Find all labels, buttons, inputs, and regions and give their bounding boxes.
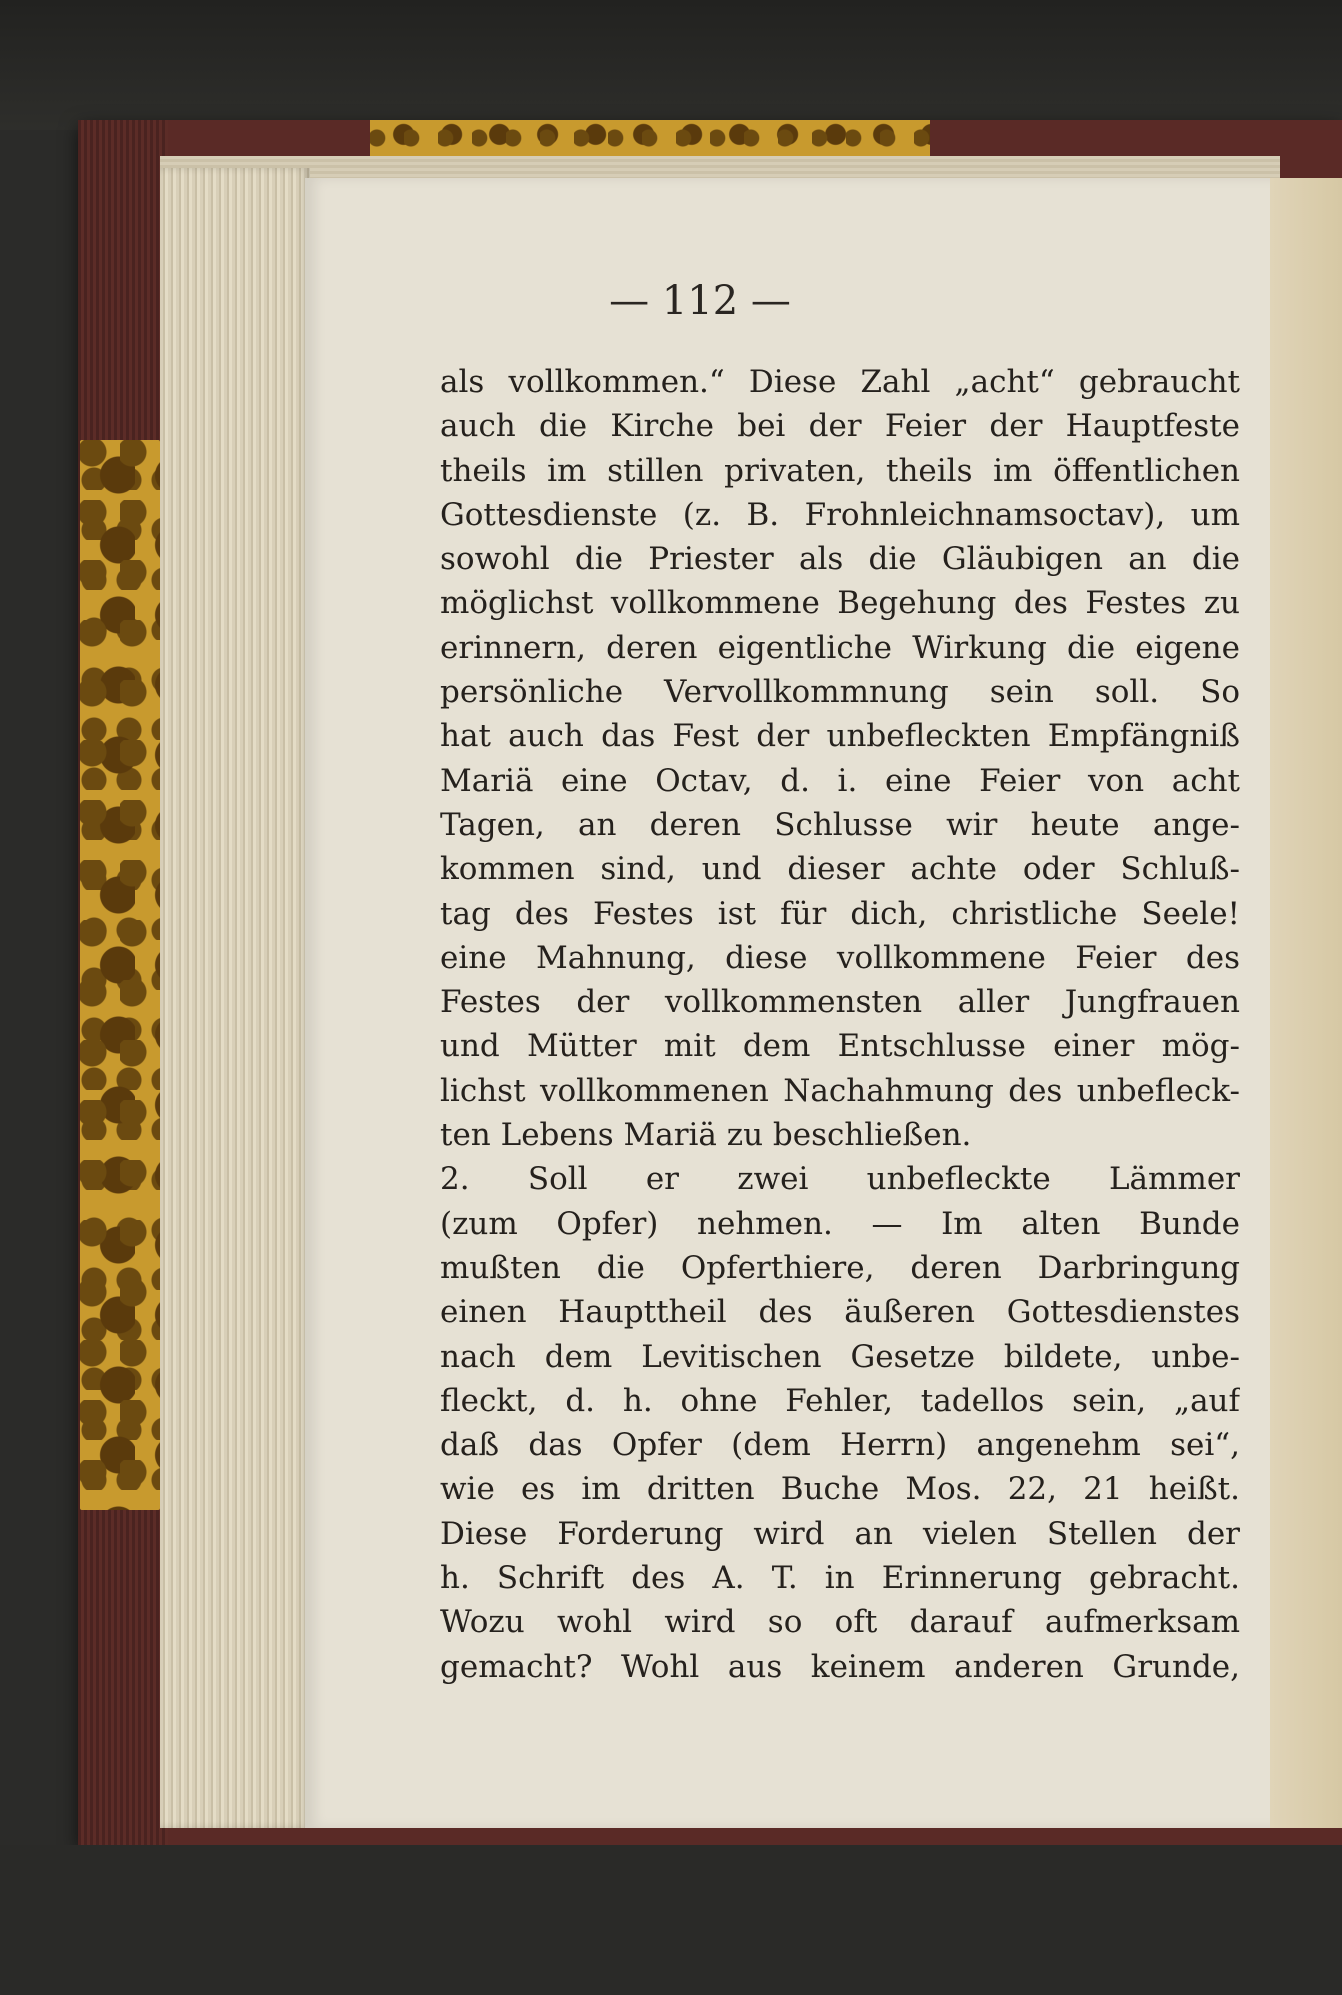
text-line: 2. Soll er zwei unbefleckte Lämmer — [440, 1161, 1240, 1198]
text-line: Wozu wohl wird so oft darauf aufmerksam — [440, 1604, 1240, 1641]
text-line: (zum Opfer) nehmen. — Im alten Bunde — [440, 1205, 1240, 1242]
text-line: gemacht? Wohl aus keinem anderen Grunde, — [440, 1648, 1240, 1685]
text-line: lichst vollkommenen Nachahmung des unbefleck- — [440, 1072, 1240, 1109]
text-line: mußten die Opferthiere, deren Darbringung — [440, 1249, 1240, 1286]
text-line: fleckt, d. h. ohne Fehler, tadellos sein, „auf — [440, 1382, 1240, 1419]
text-line: persönliche Vervollkommnung sein soll. So — [440, 674, 1240, 711]
text-line: als vollkommen.“ Diese Zahl „acht“ gebraucht — [440, 364, 1240, 400]
page-right-shadow — [1270, 178, 1342, 1828]
text-line: und Mütter mit dem Entschlusse einer mög- — [440, 1028, 1240, 1065]
page-top-edges — [160, 156, 1280, 178]
text-line: erinnern, deren eigentliche Wirkung die eigene — [440, 629, 1240, 666]
text-line: Gottesdienste (z. B. Frohnleichnamsoctav), um — [440, 496, 1240, 533]
text-line: einen Haupttheil des äußeren Gottesdienstes — [440, 1294, 1240, 1331]
text-line: Tagen, an deren Schlusse wir heute ange- — [440, 806, 1240, 843]
text-line: eine Mahnung, diese vollkommene Feier des — [440, 939, 1240, 976]
text-line: auch die Kirche bei der Feier der Hauptfeste — [440, 408, 1240, 445]
marbled-endpaper-left — [80, 440, 160, 1510]
marbled-endpaper-top — [370, 120, 930, 156]
text-line: sowohl die Priester als die Gläubigen an die — [440, 541, 1240, 578]
text-line: theils im stillen privaten, theils im öffentlichen — [440, 452, 1240, 489]
text-line: möglichst vollkommene Begehung des Festes zu — [440, 585, 1240, 622]
background-top — [0, 0, 1342, 130]
page-number: — 112 — — [609, 278, 791, 324]
text-line: wie es im dritten Buche Mos. 22, 21 heißt. — [440, 1471, 1240, 1508]
text-line: h. Schrift des A. T. in Erinnerung gebracht. — [440, 1560, 1240, 1597]
text-line: kommen sind, und dieser achte oder Schluß- — [440, 851, 1240, 888]
body-text — [440, 360, 1240, 1689]
text-line: Diese Forderung wird an vielen Stellen der — [440, 1515, 1240, 1552]
background-bottom — [0, 1845, 1342, 1995]
text-line: daß das Opfer (dem Herrn) angenehm sei“, — [440, 1427, 1240, 1464]
text-line: ten Lebens Mariä zu beschließen. — [440, 1117, 972, 1154]
text-line: tag des Festes ist für dich, christliche Seele! — [440, 895, 1240, 932]
text-line: nach dem Levitischen Gesetze bildete, unbe- — [440, 1338, 1240, 1375]
text-line: Festes der vollkommensten aller Jungfrauen — [440, 984, 1240, 1021]
text-line: Mariä eine Octav, d. i. eine Feier von acht — [440, 762, 1240, 799]
page-side-edges — [160, 168, 310, 1828]
text-line: hat auch das Fest der unbefleckten Empfängniß — [440, 718, 1240, 755]
